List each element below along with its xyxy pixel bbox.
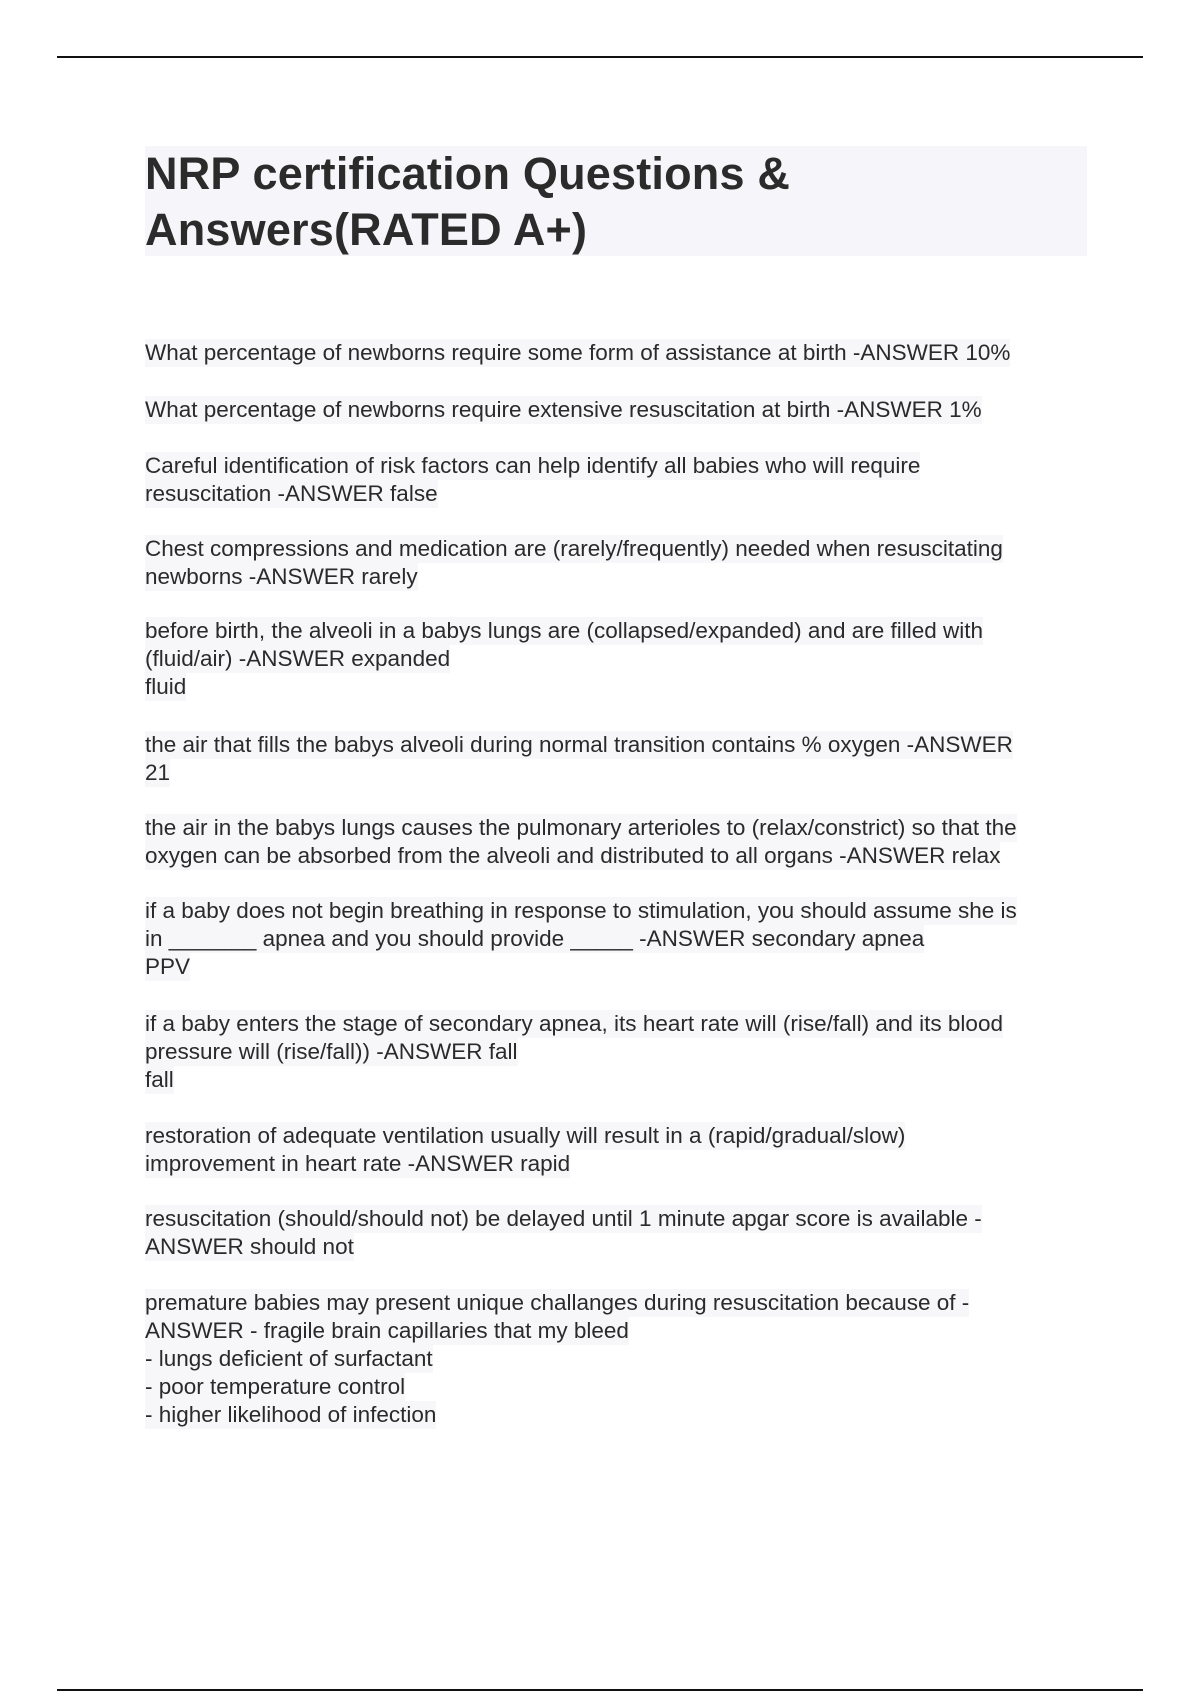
qa-line: 21 — [145, 760, 171, 785]
qa-line: What percentage of newborns require some form of assistance at birth -ANSWER 10% — [145, 340, 1011, 365]
qa-entry — [145, 1122, 905, 1178]
qa-line: oxygen can be absorbed from the alveoli and distributed to all organs -ANSWER relax — [145, 843, 1001, 868]
qa-entry — [145, 814, 1017, 870]
qa-entry — [145, 339, 1010, 367]
title-line-2: Answers(RATED A+) — [145, 204, 588, 255]
qa-line: ANSWER should not — [145, 1234, 354, 1259]
qa-entry — [145, 1205, 982, 1261]
qa-line: the air that fills the babys alveoli during normal transition contains % oxygen -ANSWER — [145, 732, 1013, 757]
qa-line: - lungs deficient of surfactant — [145, 1346, 433, 1371]
qa-entry — [145, 731, 1013, 787]
qa-line: before birth, the alveoli in a babys lungs are (collapsed/expanded) and are filled with — [145, 618, 984, 643]
qa-line: pressure will (rise/fall)) -ANSWER fall — [145, 1039, 518, 1064]
top-rule — [57, 56, 1143, 58]
qa-line: What percentage of newborns require extensive resuscitation at birth -ANSWER 1% — [145, 397, 982, 422]
bottom-rule — [57, 1689, 1143, 1691]
qa-line: resuscitation (should/should not) be delayed until 1 minute apgar score is available - — [145, 1206, 982, 1231]
qa-line: if a baby enters the stage of secondary apnea, its heart rate will (rise/fall) and its blood — [145, 1011, 1003, 1036]
qa-line: in _______ apnea and you should provide _____ -ANSWER secondary apnea — [145, 926, 925, 951]
qa-line: - poor temperature control — [145, 1374, 406, 1399]
qa-line: newborns -ANSWER rarely — [145, 564, 418, 589]
qa-line: fall — [145, 1067, 174, 1092]
qa-line: the air in the babys lungs causes the pulmonary arterioles to (relax/constrict) so that the — [145, 815, 1017, 840]
qa-line: - higher likelihood of infection — [145, 1402, 437, 1427]
qa-line: improvement in heart rate -ANSWER rapid — [145, 1151, 571, 1176]
title-line-1: NRP certification Questions & — [145, 148, 791, 199]
qa-entry — [145, 535, 1003, 591]
qa-entry — [145, 1289, 969, 1429]
qa-line: if a baby does not begin breathing in response to stimulation, you should assume she is — [145, 898, 1017, 923]
qa-line: PPV — [145, 954, 191, 979]
qa-entry — [145, 452, 920, 508]
qa-line: restoration of adequate ventilation usually will result in a (rapid/gradual/slow) — [145, 1123, 906, 1148]
qa-line: Careful identification of risk factors can help identify all babies who will require — [145, 453, 921, 478]
qa-entry — [145, 617, 983, 701]
qa-entry — [145, 897, 1017, 981]
qa-entry — [145, 396, 982, 424]
document-title-block — [145, 146, 1087, 256]
document-title — [145, 146, 1087, 258]
qa-line: premature babies may present unique challanges during resuscitation because of - — [145, 1290, 970, 1315]
qa-entry — [145, 1010, 1003, 1094]
qa-line: (fluid/air) -ANSWER expanded — [145, 646, 451, 671]
qa-line: Chest compressions and medication are (rarely/frequently) needed when resuscitating — [145, 536, 1003, 561]
qa-line: ANSWER - fragile brain capillaries that my bleed — [145, 1318, 629, 1343]
qa-line: fluid — [145, 674, 187, 699]
qa-line: resuscitation -ANSWER false — [145, 481, 438, 506]
